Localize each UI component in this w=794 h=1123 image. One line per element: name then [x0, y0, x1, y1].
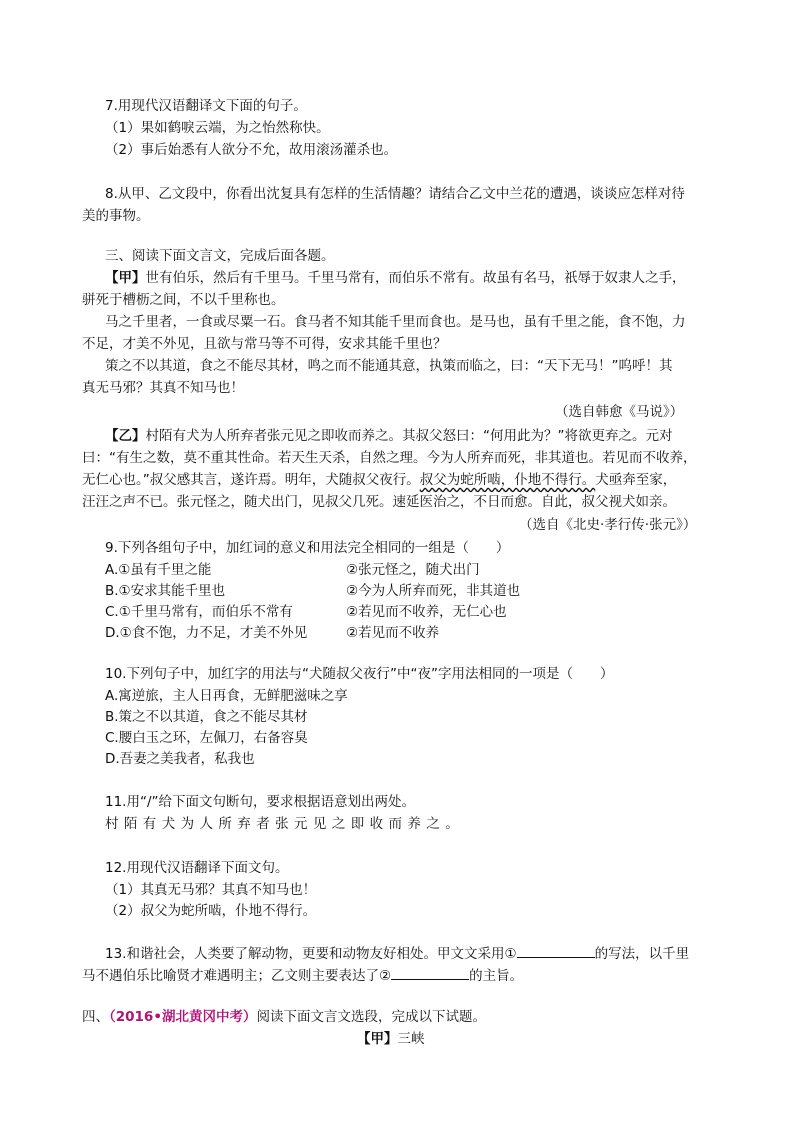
q9-stem: 9.下列各组句子中，加红词的意义和用法完全相同的一组是（ ）: [105, 540, 510, 556]
q12-stem: 12.用现代汉语翻译下面文句。: [105, 860, 289, 876]
answer-blank-1[interactable]: [517, 943, 595, 958]
section-3-heading: 三、阅读下面文言文，完成后面各题。: [105, 248, 335, 264]
q9-option-a-2: ②张元怪之，随犬出门: [346, 562, 480, 578]
section-4-subtitle: 【甲】三峡: [357, 1031, 425, 1047]
yi-line-2: 曰：“有生之数，莫不重其性命。若天生天杀，自然之理。今为人所弃而死，非其道也。若见而不收养，: [82, 450, 697, 466]
q9-option-d: D.①食不饱，力不足，才美不外见: [105, 625, 308, 641]
q10-option-b: B.策之不以其道，食之不能尽其材: [105, 709, 308, 725]
q12-sentence-2: （2）叔父为蛇所啮，仆地不得行。: [105, 903, 317, 919]
q13-line-2: 马不遇伯乐比喻贤才难遇明主；乙文则主要表达了② 的主旨。: [82, 965, 523, 986]
jia-paragraph-3-line-1: 策之不以其道，食之不能尽其材，鸣之而不能通其意，执策而临之，曰：“天下无马！”呜呼！其: [105, 358, 673, 374]
section-4-heading: 四、（2016•湖北黄冈中考）阅读下面文言文选段，完成以下试题。: [82, 1009, 486, 1025]
q7-title: 7.用现代汉语翻译文下面的句子。: [105, 98, 307, 114]
yi-line-3: 无仁心也。”叔父感其言，遂许焉。明年，犬随叔父夜行。叔父为蛇所啮，仆地不得行。犬亟奔至家，: [82, 472, 677, 488]
source-tag: （2016•湖北黄冈中考）: [109, 1009, 257, 1025]
wavy-underlined-sentence: 叔父为蛇所啮，仆地不得行。: [419, 472, 596, 488]
q10-stem: 10.下列句子中，加红字的用法与“犬随叔父夜行”中“夜”字用法相同的一项是（ ）: [105, 666, 614, 682]
q10-option-d: D.吾妻之美我者，私我也: [105, 751, 255, 767]
answer-blank-2[interactable]: [391, 965, 469, 980]
jia-paragraph-1-line-1: 【甲】世有伯乐，然后有千里马。千里马常有，而伯乐不常有。故虽有名马，祇辱于奴隶人之手，: [105, 270, 686, 286]
q8-line-1: 8.从甲、乙文段中，你看出沈复具有怎样的生活情趣？请结合乙文中兰花的遭遇，谈谈应怎样对待: [105, 186, 685, 202]
q11-stem: 11.用“/”给下面文句断句，要求根据语意划出两处。: [105, 794, 416, 810]
jia-tag-2: 【甲】: [357, 1031, 398, 1047]
yi-tag: 【乙】: [105, 428, 146, 444]
q9-option-c: C.①千里马常有，而伯乐不常有: [105, 604, 293, 620]
q9-option-c-2: ②若见而不收养，无仁心也: [346, 604, 507, 620]
q9-option-a: A.①虽有千里之能: [105, 562, 212, 578]
q7-sentence-2: （2）事后始悉有人欲分不允，故用滚汤灌杀也。: [105, 142, 398, 158]
q10-option-c: C.腰白玉之环，左佩刀，右备容臭: [105, 730, 308, 746]
q9-option-b: B.①安求其能千里也: [105, 583, 226, 599]
q12-sentence-1: （1）其真无马邪？其真不知马也！: [105, 882, 317, 898]
jia-source: （选自韩愈《马说》）: [555, 404, 684, 420]
q7-sentence-1: （1）果如鹤唳云端，为之怡然称快。: [105, 120, 330, 136]
q9-option-b-2: ②今为人所弃而死，非其道也: [346, 583, 521, 599]
q13-line-1: 13.和谐社会，人类要了解动物，更要和动物友好相处。甲文文采用① 的写法，以千里: [105, 943, 689, 964]
q9-option-d-2: ②若见而不收养: [346, 625, 440, 641]
yi-source: （选自《北史·孝行传·张元》）: [519, 517, 697, 533]
jia-paragraph-3-line-2: 真无马邪？其真不知马也！: [82, 380, 244, 396]
jia-tag: 【甲】: [105, 270, 146, 286]
jia-paragraph-1-line-2: 骈死于槽枥之间，不以千里称也。: [82, 292, 285, 308]
jia-paragraph-2-line-1: 马之千里者，一食或尽粟一石。食马者不知其能千里而食也。是马也，虽有千里之能，食不饱，力: [105, 314, 686, 330]
q11-text: 村陌有犬为人所弃者张元见之即收而养之。: [105, 816, 465, 832]
q10-option-a: A.寓逆旅，主人日再食，无鲜肥滋味之享: [105, 688, 348, 704]
yi-line-1: 【乙】村陌有犬为人所弃者张元见之即收而养之。其叔父怒曰：“何用此为？”将欲更弃之。元对: [105, 428, 673, 444]
jia-paragraph-2-line-2: 不足，才美不外见，且欲与常马等不可得，安求其能千里也？: [82, 336, 447, 352]
yi-line-4: 汪汪之声不已。张元怪之，随犬出门，见叔父几死。速延医治之，不日而愈。自此，叔父视犬如亲。: [82, 494, 676, 510]
q8-line-2: 美的事物。: [82, 208, 150, 224]
